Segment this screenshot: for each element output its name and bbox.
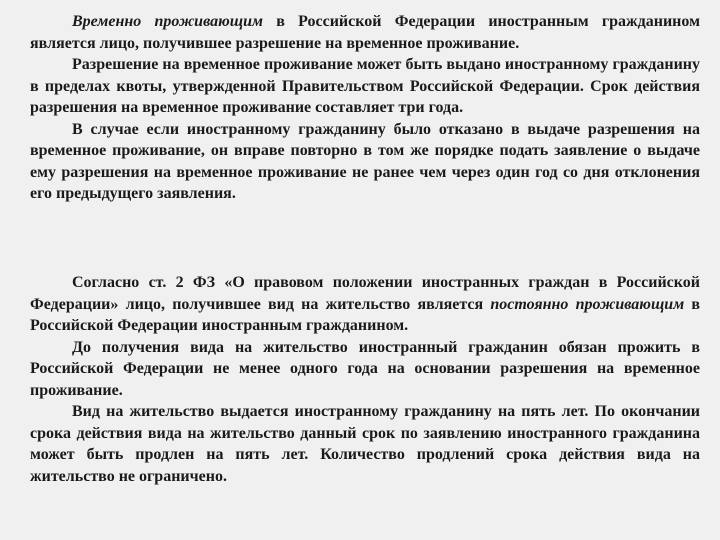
paragraph-permit-refusal: В случае если иностранному гражданину было отказано в выдаче разрешения на временное проживание, он вправе повторно в том же порядке подать заявление о выдаче ему разрешения на временное проживание не ранее чем через один год со дня отклонения его предыдущего заявления.: [30, 120, 700, 202]
definition-text: в Российской Федерации иностранным гражданином является лицо, получившее разрешение на временное проживание.: [30, 13, 700, 52]
term-permanent-resident: постоянно проживающим: [490, 295, 685, 313]
temporary-residence-section: [30, 11, 700, 205]
definition-text: в Российской Федерации иностранным гражданином.: [30, 295, 701, 334]
permanent-residence-section: [30, 272, 700, 487]
paragraph-temporary-resident-definition: [30, 11, 700, 54]
term-temporary-resident: Временно проживающим: [72, 13, 263, 30]
paragraph-residence-permit-requirement: До получения вида на жительство иностранный гражданин обязан прожить в Российской Федерации не менее одного года на основании разрешения на временное проживание.: [30, 338, 700, 399]
paragraph-permit-quota: Разрешение на временное проживание может быть выдано иностранному гражданину в пределах квоты, утвержденной Правительством Российской Федерации. Срок действия разрешения на временное проживание составляет три года.: [30, 56, 700, 116]
paragraph-permanent-resident-definition: [30, 272, 700, 337]
law-reference-text: Согласно ст. 2 ФЗ «О правовом положении иностранных граждан в Российской Федерации» лицо, получившее вид на жительство является: [30, 274, 700, 313]
paragraph-residence-permit-term: Вид на жительство выдается иностранному гражданину на пять лет. По окончании срока действия вида на жительство данный срок по заявлению иностранного гражданина может быть продлен на пять лет. Количество продлений срока действия вида на жительство не ограничено.: [30, 403, 700, 485]
